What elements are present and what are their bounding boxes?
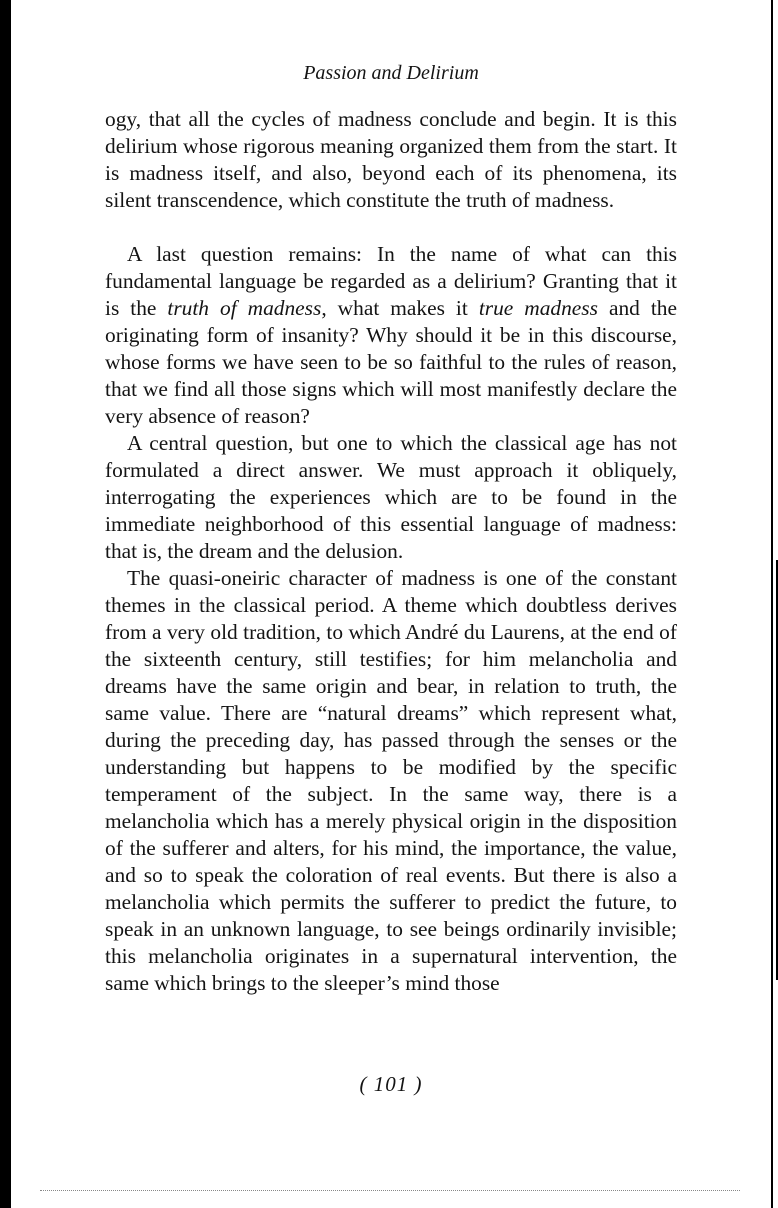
scan-shadow-left [0,0,11,1208]
page-number: ( 101 ) [359,1072,423,1096]
paragraph-text: ogy, that all the cycles of madness conclude and begin. It is this delirium whose rigorous meaning organized them from the start. It is madness itself, and also, beyond each of its phenomena, its silent transcendence, which constitute the truth of madness. [105,107,677,212]
body-text [105,106,677,997]
paragraph-text: A last question remains: In the name of what can this fundamental language be regarded as a delirium? Granting that it is the [105,242,677,320]
running-head: Passion and Delirium [303,62,479,84]
paragraph-text: A central question, but one to which the classical age has not formulated a direct answer. We must approach it obliquely, interrogating the experiences which are to be found in the immediate neighborhood of this essential language of madness: that is, the dream and the delusion. [105,431,677,563]
paragraph [105,565,677,997]
paragraph-text: and the originating form of insanity? Why should it be in this discourse, whose forms we have seen to be so faithful to the rules of reason, that we find all those signs which will most manifestly declare the very absence of reason? [105,296,677,428]
paragraph-text: The quasi-oneiric character of madness is one of the constant themes in the classical period. A theme which doubtless derives from a very old tradition, to which André du Laurens, at the end of the sixteenth century, still testifies; for him melancholia and dreams have the same origin and bear, in relation to truth, the same value. There are “natural dreams” which represent what, during the preceding day, has passed through the senses or the understanding but happens to be modified by the specific temperament of the subject. In the same way, there is a melancholia which has a merely physical origin in the disposition of the sufferer and alters, for his mind, the importance, the value, and so to speak the coloration of real events. But there is also a melancholia which permits the sufferer to predict the future, to speak in an unknown language, to see beings ordinarily invisible; this melancholia originates in a supernatural intervention, the same which brings to the sleeper’s mind those [105,566,677,995]
scan-shadow-right [771,0,773,1208]
paragraph [105,241,677,430]
paragraph-text: , what makes it [321,296,479,320]
paragraph [105,106,677,214]
scan-bottom-edge [40,1190,740,1192]
italic-phrase: truth of madness [167,296,322,320]
paragraph [105,430,677,565]
italic-phrase: true madness [478,296,598,320]
